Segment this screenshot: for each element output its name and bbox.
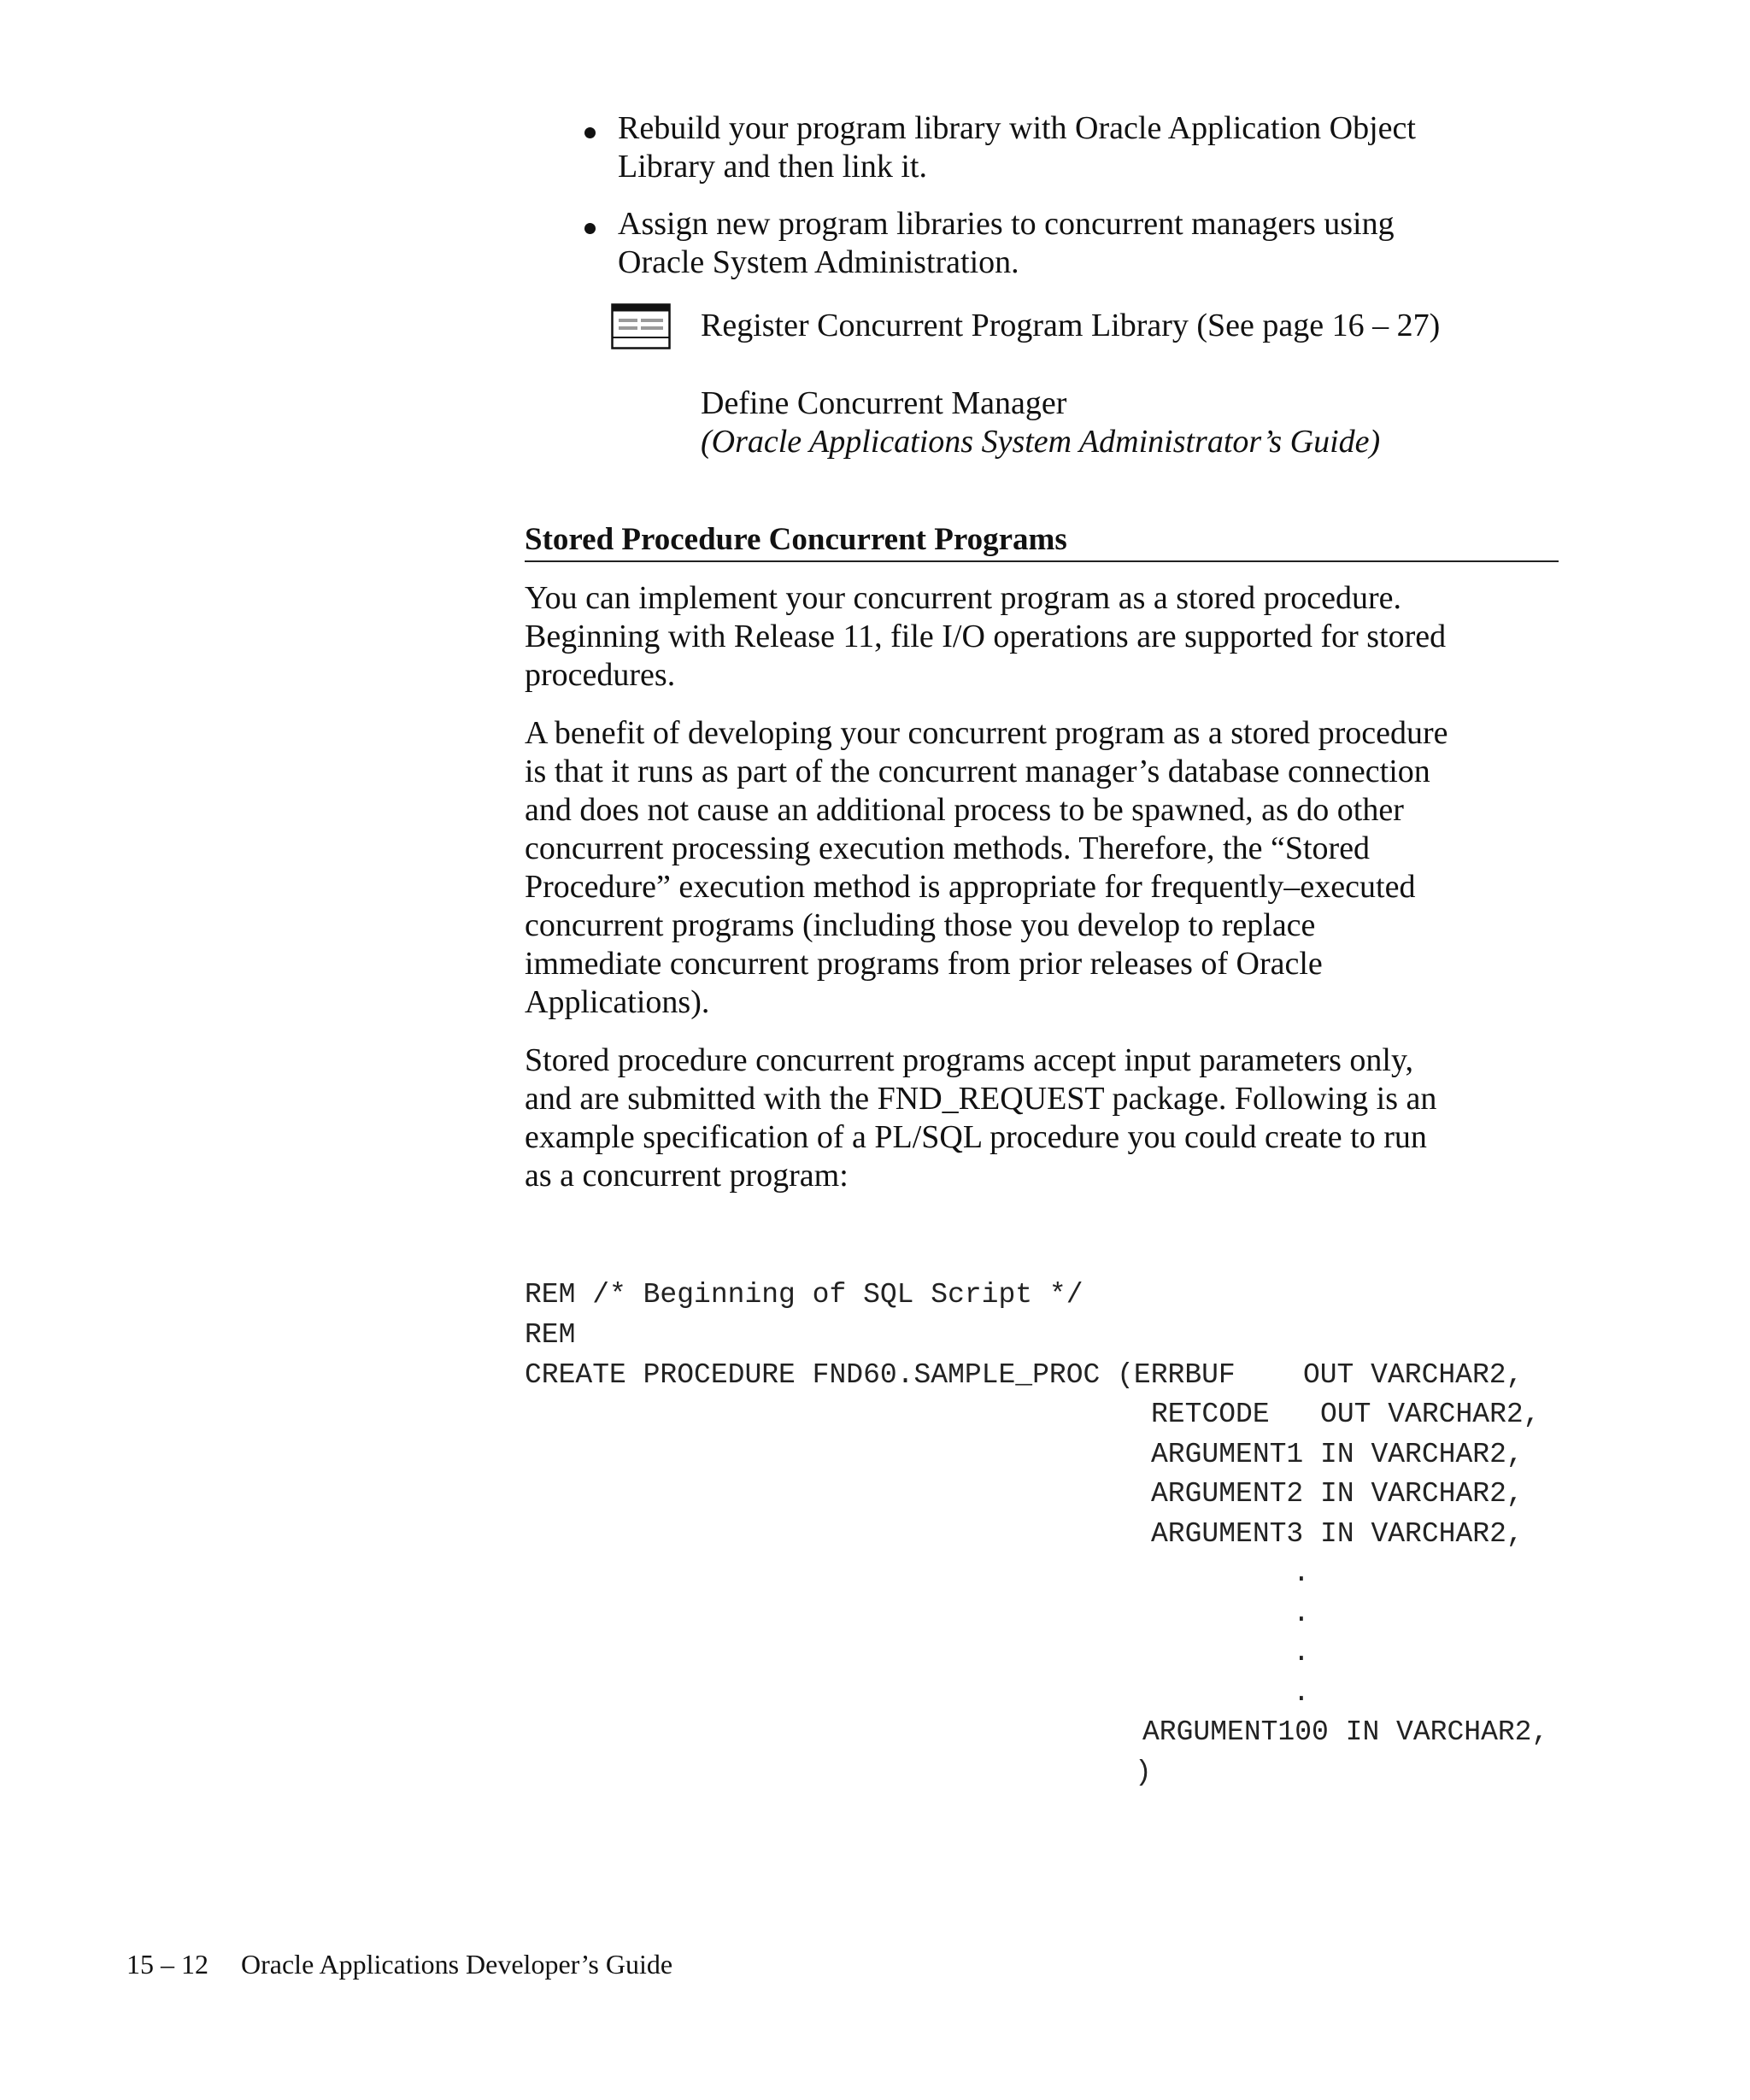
code-line-rem-begin: REM /* Beginning of SQL Script */ xyxy=(525,1279,1083,1311)
para-3-line: Stored procedure concurrent programs accept input parameters only, xyxy=(525,1042,1414,1078)
para-2-line: is that it runs as part of the concurrent manager’s database connection xyxy=(525,754,1430,789)
book-title: Oracle Applications Developer’s Guide xyxy=(241,1949,673,1980)
reference-define-manager: Define Concurrent Manager xyxy=(701,385,1067,421)
code-line-argument1: ARGUMENT1 IN VARCHAR2, xyxy=(1151,1439,1524,1470)
para-2-line: immediate concurrent programs from prior releases of Oracle xyxy=(525,946,1323,982)
para-3-line: and are submitted with the FND_REQUEST package. Following is an xyxy=(525,1081,1437,1117)
bullet-2-line-2: Oracle System Administration. xyxy=(618,244,1019,280)
para-3-line: as a concurrent program: xyxy=(525,1158,849,1194)
code-line-rem: REM xyxy=(525,1319,576,1351)
bullet-dot xyxy=(584,127,596,138)
para-1-line: Beginning with Release 11, file I/O operations are supported for stored xyxy=(525,619,1447,654)
reference-link-register-library[interactable]: Register Concurrent Program Library (See page 16 – 27) xyxy=(701,308,1441,343)
code-ellipsis-dot: . xyxy=(1293,1637,1310,1669)
bullet-dot xyxy=(584,223,596,234)
para-1-line: You can implement your concurrent program as a stored procedure. xyxy=(525,580,1402,616)
para-2-line: Applications). xyxy=(525,984,710,1020)
code-line-argument3: ARGUMENT3 IN VARCHAR2, xyxy=(1151,1518,1524,1550)
code-ellipsis-dot: . xyxy=(1293,1677,1310,1709)
para-2-line: and does not cause an additional process to be spawned, as do other xyxy=(525,792,1404,828)
section-heading: Stored Procedure Concurrent Programs xyxy=(525,522,1067,557)
code-line-retcode: RETCODE OUT VARCHAR2, xyxy=(1151,1399,1541,1430)
code-ellipsis-dot: . xyxy=(1293,1598,1310,1629)
code-line-argument100: ARGUMENT100 IN VARCHAR2, xyxy=(1142,1716,1549,1748)
code-line-create-procedure: CREATE PROCEDURE FND60.SAMPLE_PROC (ERRBUF OUT VARCHAR2, xyxy=(525,1359,1524,1391)
para-2-line: Procedure” execution method is appropriate for frequently–executed xyxy=(525,869,1416,905)
bullet-1-line-2: Library and then link it. xyxy=(618,149,927,185)
para-1-line: procedures. xyxy=(525,657,676,693)
para-2-line: A benefit of developing your concurrent program as a stored procedure xyxy=(525,715,1448,751)
heading-rule xyxy=(525,560,1559,562)
code-line-argument2: ARGUMENT2 IN VARCHAR2, xyxy=(1151,1478,1524,1510)
window-reference-icon xyxy=(611,303,671,349)
bullet-1-line-1: Rebuild your program library with Oracle Application Object xyxy=(618,110,1416,146)
para-2-line: concurrent processing execution methods. Therefore, the “Stored xyxy=(525,830,1371,866)
code-line-close-paren: ) xyxy=(1135,1757,1152,1788)
para-2-line: concurrent programs (including those you develop to replace xyxy=(525,907,1316,943)
para-3-line: example specification of a PL/SQL procedure you could create to run xyxy=(525,1119,1427,1155)
code-ellipsis-dot: . xyxy=(1293,1557,1310,1589)
page-number: 15 – 12 xyxy=(126,1949,208,1980)
bullet-2-line-1: Assign new program libraries to concurrent managers using xyxy=(618,206,1395,242)
reference-source-guide: (Oracle Applications System Administrator’s Guide) xyxy=(701,424,1381,460)
